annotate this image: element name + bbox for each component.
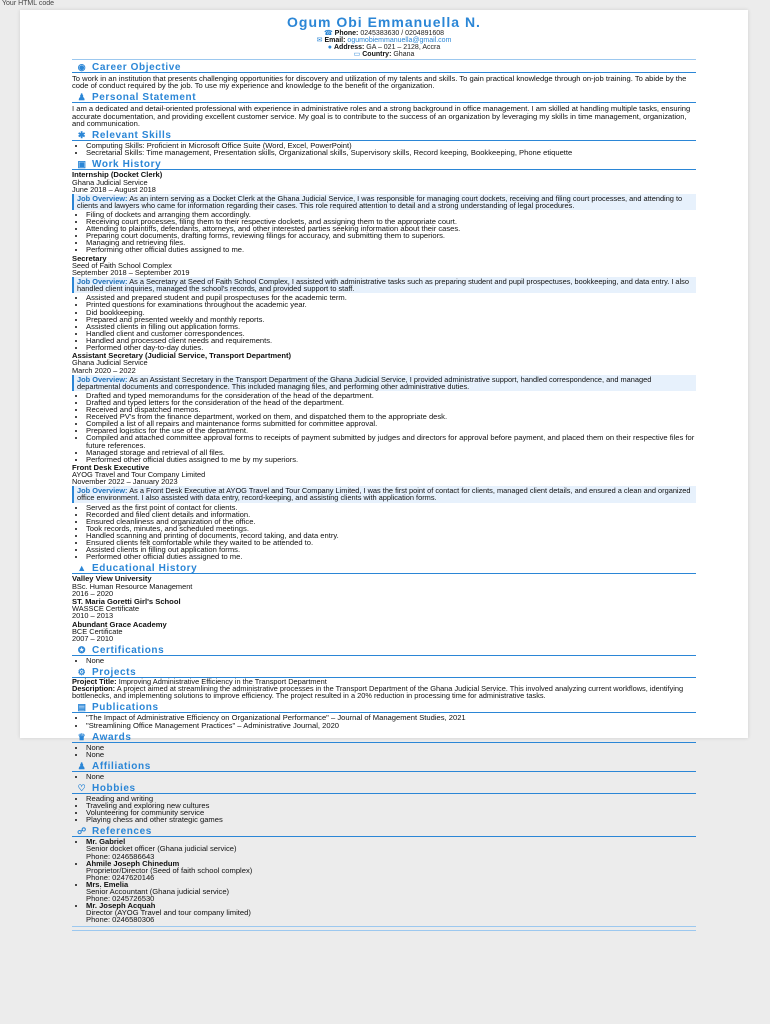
education-entry: ST. Maria Goretti Girl's School WASSCE Certificate 2010 – 2013 [72,596,181,621]
list-item: • Received PV's from the finance department, worked on them, and dispatched them to the appropriate desk. [86,413,696,420]
project-description: Description: A project aimed at streamlining the administrative processes in the Transport Department of the Ghana Judicial Service. This involved analyzing current workflows, identifying bottlenecks, and implementing solutions to improve efficiency. The project resulted in a 20% reduction in processing time for administrative tasks. [72,684,684,701]
job-overview: Job Overview: As an Assistant Secretary in the Transport Department of the Ghana Judicial Service, I provided administrative support, handled correspondence, and managed departmental documents and correspondence. This included managing files, and performing other administrative duties. [72,375,696,391]
job-dates: March 2020 – 2022 [72,365,136,375]
education-entry: Valley View University BSc. Human Resource Management 2016 – 2020 [72,574,193,598]
location-pin-icon: ● [327,44,332,51]
cogs-icon: ✱ [77,130,87,141]
job-duties [72,294,696,351]
job-org: AYOG Travel and Tour Company Limited [72,470,206,480]
hobbies-list [72,795,696,823]
job-overview: Job Overview: As a Front Desk Executive at AYOG Travel and Tour Company Limited, I was the first point of contact for clients, managed client details, and ensured a clean and organized office environment. I also assisted with data entry, record-keeping, and assisting clients with application forms. [72,486,696,502]
list-item: • Filing of dockets and arranging them accordingly. [86,211,696,218]
contact-address: ● Address: GA – 021 – 2128, Accra [327,44,441,51]
skills-list [72,142,696,156]
personal-statement-text: I am a dedicated and detail-oriented professional with experience in administrative roles and a strong background in office management. I am skilled at handling multiple tasks, ensuring accurate documentation, and providing excellent customer service. My goal is to contribute to the success of an organization by leveraging my skills in time management, organization, and communication. [72,104,691,128]
job-role: Front Desk Executive [72,462,150,472]
page-caption: Your HTML code [2,0,55,7]
job-overview: Job Overview: As an intern serving as a Docket Clerk at the Ghana Judicial Service, I was responsible for managing court dockets, receiving and filing court processes, and attending to clients and lawyers who came for information regarding their cases. This role required attention to detail and a strong understanding of legal procedures. [72,194,696,210]
job-dates: June 2018 – August 2018 [72,184,156,194]
list-item: • Recorded and filed client details and information. [86,511,696,518]
section-references: ☍ References [72,824,696,837]
job-entry [72,464,696,561]
certifications-list [72,657,696,664]
job-duties [72,504,696,561]
section-personal-statement: ♟ Personal Statement [72,90,696,103]
resume-name: Ogum Obi Emmanuella N. [287,14,481,30]
list-item: • Ensured cleanliness and organization of the office. [86,518,696,525]
list-item: • Performing other official duties assigned to me. [86,246,696,253]
flag-icon: ▭ [353,51,361,58]
job-duties [72,392,696,463]
user-icon: ♟ [77,92,87,103]
heart-icon: ♡ [77,782,87,793]
list-item: • Printed questions for examinations throughout the academic year. [86,301,696,308]
handshake-icon: ☍ [77,826,87,837]
email-icon: ✉ [316,37,323,44]
section-certifications: ✪ Certifications [72,643,696,656]
list-item: • Reading and writing [86,795,696,802]
list-item: • Traveling and exploring new cultures [86,802,696,809]
project-title: Project Title: Improving Administrative Efficiency in the Transport Department [72,677,327,687]
list-item: • Did bookkeeping. [86,309,696,316]
list-item: • Took records, minutes, and scheduled meetings. [86,525,696,532]
list-item: • Playing chess and other strategic games [86,816,696,823]
section-hobbies: ♡ Hobbies [72,781,696,794]
eye-icon: ◉ [77,62,87,72]
list-item: • Drafted and typed memorandums for the consideration of the head of the department. [86,392,696,399]
project-diagram-icon: ⚙ [77,667,87,678]
list-item: • Mrs. Emelia Senior Accountant (Ghana judicial service) Phone: 0245726530 [86,881,696,902]
list-item: • Handled and processed client needs and requirements. [86,337,696,344]
list-item: • Performed other day-to-day duties. [86,344,696,351]
contact-email: ✉ Email: ogumobiemmanuella@gmail.com [316,37,452,44]
section-publications: ▤ Publications [72,700,696,713]
list-item: • Received and dispatched memos. [86,406,696,413]
job-entry [72,255,696,352]
contact-phone: ☎ Phone: 0245383630 / 0204891608 [323,30,445,37]
briefcase-icon: ▣ [77,159,87,170]
resume-page [20,10,748,925]
list-item: • Handled client and customer correspondences. [86,330,696,337]
list-item: • Mr. Gabriel Senior docket officer (Ghana judicial service) Phone: 0246586643 [86,838,696,859]
list-item: • Performed other official duties assigned to me. [86,553,696,560]
list-item: • "Streamlining Office Management Practices" – Administrative Journal, 2020 [86,722,696,729]
list-item: • Managing and retrieving files. [86,239,696,246]
job-dates: November 2022 – January 2023 [72,477,178,487]
resume-content [72,14,696,931]
list-item: • Prepared logistics for the use of the department. [86,427,696,434]
trophy-icon: ♛ [77,731,87,742]
job-role: Assistant Secretary (Judicial Service, Transport Department) [72,351,292,361]
list-item: • Prepared and presented weekly and monthly reports. [86,316,696,323]
list-item: • Assisted and prepared student and pupil prospectuses for the academic term. [86,294,696,301]
email-link[interactable]: ogumobiemmanuella@gmail.com [347,37,452,44]
list-item: • None [86,751,696,758]
list-item: • Mr. Joseph Acquah Director (AYOG Travel and tour company limited) Phone: 0246580306 [86,902,696,923]
list-item: • "The Impact of Administrative Efficiency on Organizational Performance" – Journal of Management Studies, 2021 [86,714,696,721]
list-item: • Secretarial Skills: Time management, Presentation skills, Organizational skills, Supervisory skills, Record keeping, Bookkeeping, Phone etiquette [86,149,696,156]
section-educational-history: ▲ Educational History [72,561,696,574]
list-item: • Attending to plaintiffs, defendants, attorneys, and other interested parties seeking information about their cases. [86,225,696,232]
list-item: • None [86,657,696,664]
certificate-icon: ✪ [77,645,87,656]
job-entry [72,352,696,463]
job-org: Ghana Judicial Service [72,358,148,368]
section-awards: ♛ Awards [72,730,696,743]
job-role: Internship (Docket Clerk) [72,170,163,180]
job-duties [72,211,696,254]
references-list [72,838,696,923]
list-item: • Assisted clients in filling out application forms. [86,546,696,553]
list-item: • Drafted and typed letters for the consideration of the head of the department. [86,399,696,406]
book-icon: ▤ [77,702,87,713]
awards-list [72,744,696,758]
job-org: Seed of Faith School Complex [72,260,172,270]
graduation-cap-icon: ▲ [77,563,87,574]
career-objective-text: To work in an institution that presents challenging opportunities for discovery and utilization of my talents and skills. To gain practical knowledge through on-job training. To abide by the code of conduct required by the job. To use my experience and knowledge to the benefit of the organization. [72,74,687,91]
list-item: • Ensured clients felt comfortable while they waited to be attended to. [86,539,696,546]
section-relevant-skills: ✱ Relevant Skills [72,128,696,141]
section-career-objective: ◉ Career Objective [72,59,696,73]
list-item: • Served as the first point of contact for clients. [86,504,696,511]
publications-list [72,714,696,728]
list-item: • Performed other official duties assigned to me by my superiors. [86,456,696,463]
list-item: • Compiled and attached committee approval forms to receipts of payment submitted by judges and directors for approval before payment, and placed them on their respective files for future references. [86,434,696,448]
education-entry: Abundant Grace Academy BCE Certificate 2007 – 2010 [72,619,167,644]
list-item: • None [86,773,696,780]
list-item: • Managed storage and retrieval of all files. [86,449,696,456]
phone-icon: ☎ [323,30,333,37]
job-entry [72,171,696,253]
list-item: • None [86,744,696,751]
users-icon: ♟ [77,760,87,771]
divider [72,930,696,931]
divider [72,926,696,927]
list-item: • Preparing court documents, drafting forms, reviewing filings for accuracy, and submitting them to superiors. [86,232,696,239]
section-projects: ⚙ Projects [72,665,696,678]
list-item: • Computing Skills: Proficient in Microsoft Office Suite (Word, Excel, PowerPoint) [86,142,696,149]
list-item: • Ahmile Joseph Chinedum Proprietor/Director (Seed of faith school complex) Phone: 0247620146 [86,860,696,881]
list-item: • Compiled a list of all repairs and maintenance forms submitted for committee approval. [86,420,696,427]
list-item: • Assisted clients in filling out application forms. [86,323,696,330]
list-item: • Receiving court processes, filing them to their respective dockets, and assigning them to the appropriate court. [86,218,696,225]
job-overview: Job Overview: As a Secretary at Seed of Faith School Complex, I assisted with administrative tasks such as preparing student and pupil prospectuses, bookkeeping, and data entry. I also handled client inquiries, managed the school's records, and provided support to staff. [72,277,696,293]
list-item: • Handled scanning and printing of documents, record taking, and data entry. [86,532,696,539]
section-work-history: ▣ Work History [72,157,696,170]
section-affiliations: ♟ Affiliations [72,759,696,772]
job-org: Ghana Judicial Service [72,177,148,187]
affiliations-list [72,773,696,780]
list-item: • Volunteering for community service [86,809,696,816]
contact-country: ▭ Country: Ghana [353,51,415,58]
job-role: Secretary [72,253,107,263]
job-dates: September 2018 – September 2019 [72,268,190,278]
